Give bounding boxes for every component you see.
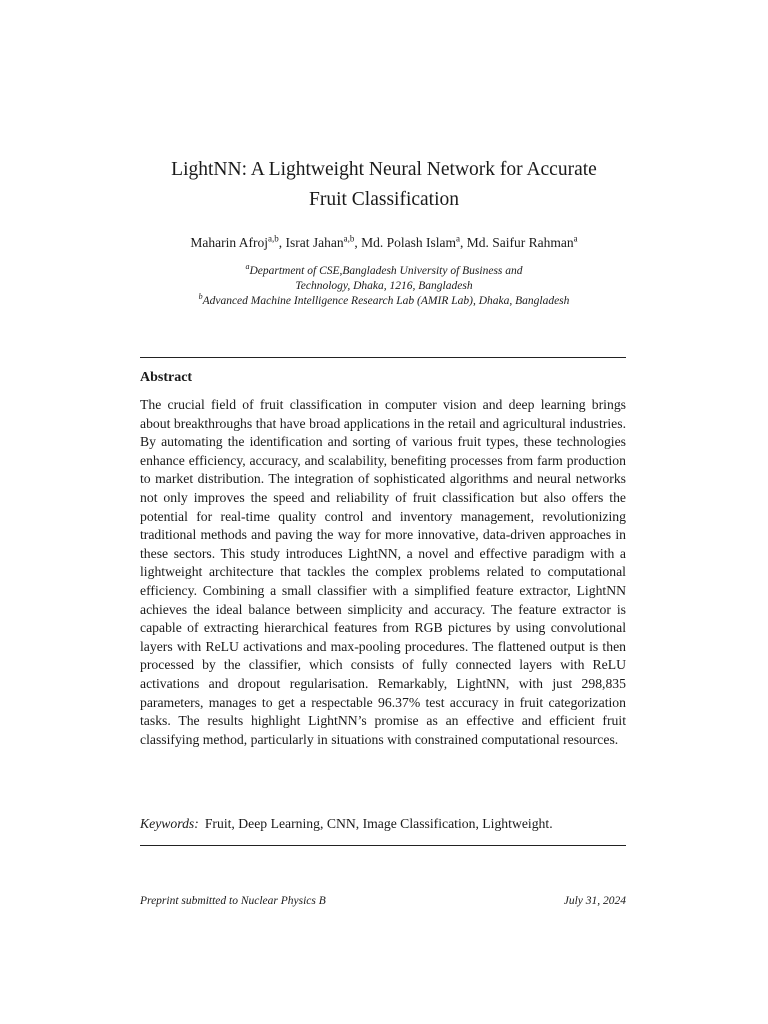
author-name: Md. Saifur Rahman [466,235,574,250]
title-line-2: Fruit Classification [308,189,460,210]
affiliation-line: Advanced Machine Intelligence Research Lab (AMIR Lab), Dhaka, Bangladesh [202,295,570,308]
author-affil-mark: a [573,233,578,244]
footer-preprint-note: Preprint submitted to Nuclear Physics B [140,895,326,907]
abstract-top-rule [140,357,626,358]
affiliation-line: Department of CSE,Bangladesh University of Business and [249,265,523,277]
author-affil-mark: a,b [343,233,355,244]
keywords-label: Keywords: [140,816,199,831]
keywords-list: Fruit, Deep Learning, CNN, Image Classification, Lightweight. [204,816,553,831]
title-line-1: LightNN: A Lightweight Neural Network for Accurate [171,159,597,180]
footer-date: July 31, 2024 [563,895,626,907]
author-affil-mark: a,b [267,233,279,244]
author-name: Maharin Afroj [190,235,268,250]
affiliation-a-cont: Technology, Dhaka, 1216, Bangladesh [295,280,473,293]
abstract-bottom-rule [140,845,626,846]
affiliation-mark: a [245,262,250,272]
author-affil-mark: a [455,233,460,244]
abstract-text: The crucial field of fruit classification in computer vision and deep learning brings about breakthroughs that have broad applications in the retail and agricultural industries. By automating the identification and sorting of various fruit types, these technologies enhance efficiency, accuracy, and scalability, benefiting processes from farm production to market distribution. The integration of sophisticated algorithms and neural networks not only improves the speed and reliability of fruit classification but also offers the potential for real-time quality control and inventory management, revolutionizing traditional methods and paving the way for more innovative, data-driven approaches in these sectors. This study introduces LightNN, a novel and effective paradigm with a lightweight architecture that tackles the complex problems related to computational efficiency. Combining a small classifier with a simplified feature extractor, LightNN achieves the ideal balance between simplicity and accuracy. The feature extractor is capable of extracting hierarchical features from RGB pictures by using convolutional layers with ReLU activations and max-pooling procedures. The flattened output is then processed by the classifier, which consists of fully connected layers with ReLU activations and dropout regularisation. Remarkably, LightNN, with just 298,835 parameters, manages to get a respectable 96.37% test accuracy in fruit categorization tasks. The results highlight LightNN’s promise as an effective and efficient fruit classifying method, particularly in situations with constrained computational resources. [140,397,626,747]
author-name: Md. Polash Islam [361,235,456,250]
affiliation-mark: b [198,292,203,302]
author-name: Israt Jahan [285,235,344,250]
paper-title [100,155,668,215]
abstract-heading: Abstract [140,370,193,385]
keywords [140,815,626,833]
affiliation-a [100,264,668,279]
author-list: Maharin Afroj$^{a,b}$, Israt Jahan$^{a,b}$, Md. Polash Islam$^a$, Md. Saifur Rahman$^a$ [190,233,578,250]
affiliation-list [100,264,668,310]
affiliation-b [100,294,668,309]
